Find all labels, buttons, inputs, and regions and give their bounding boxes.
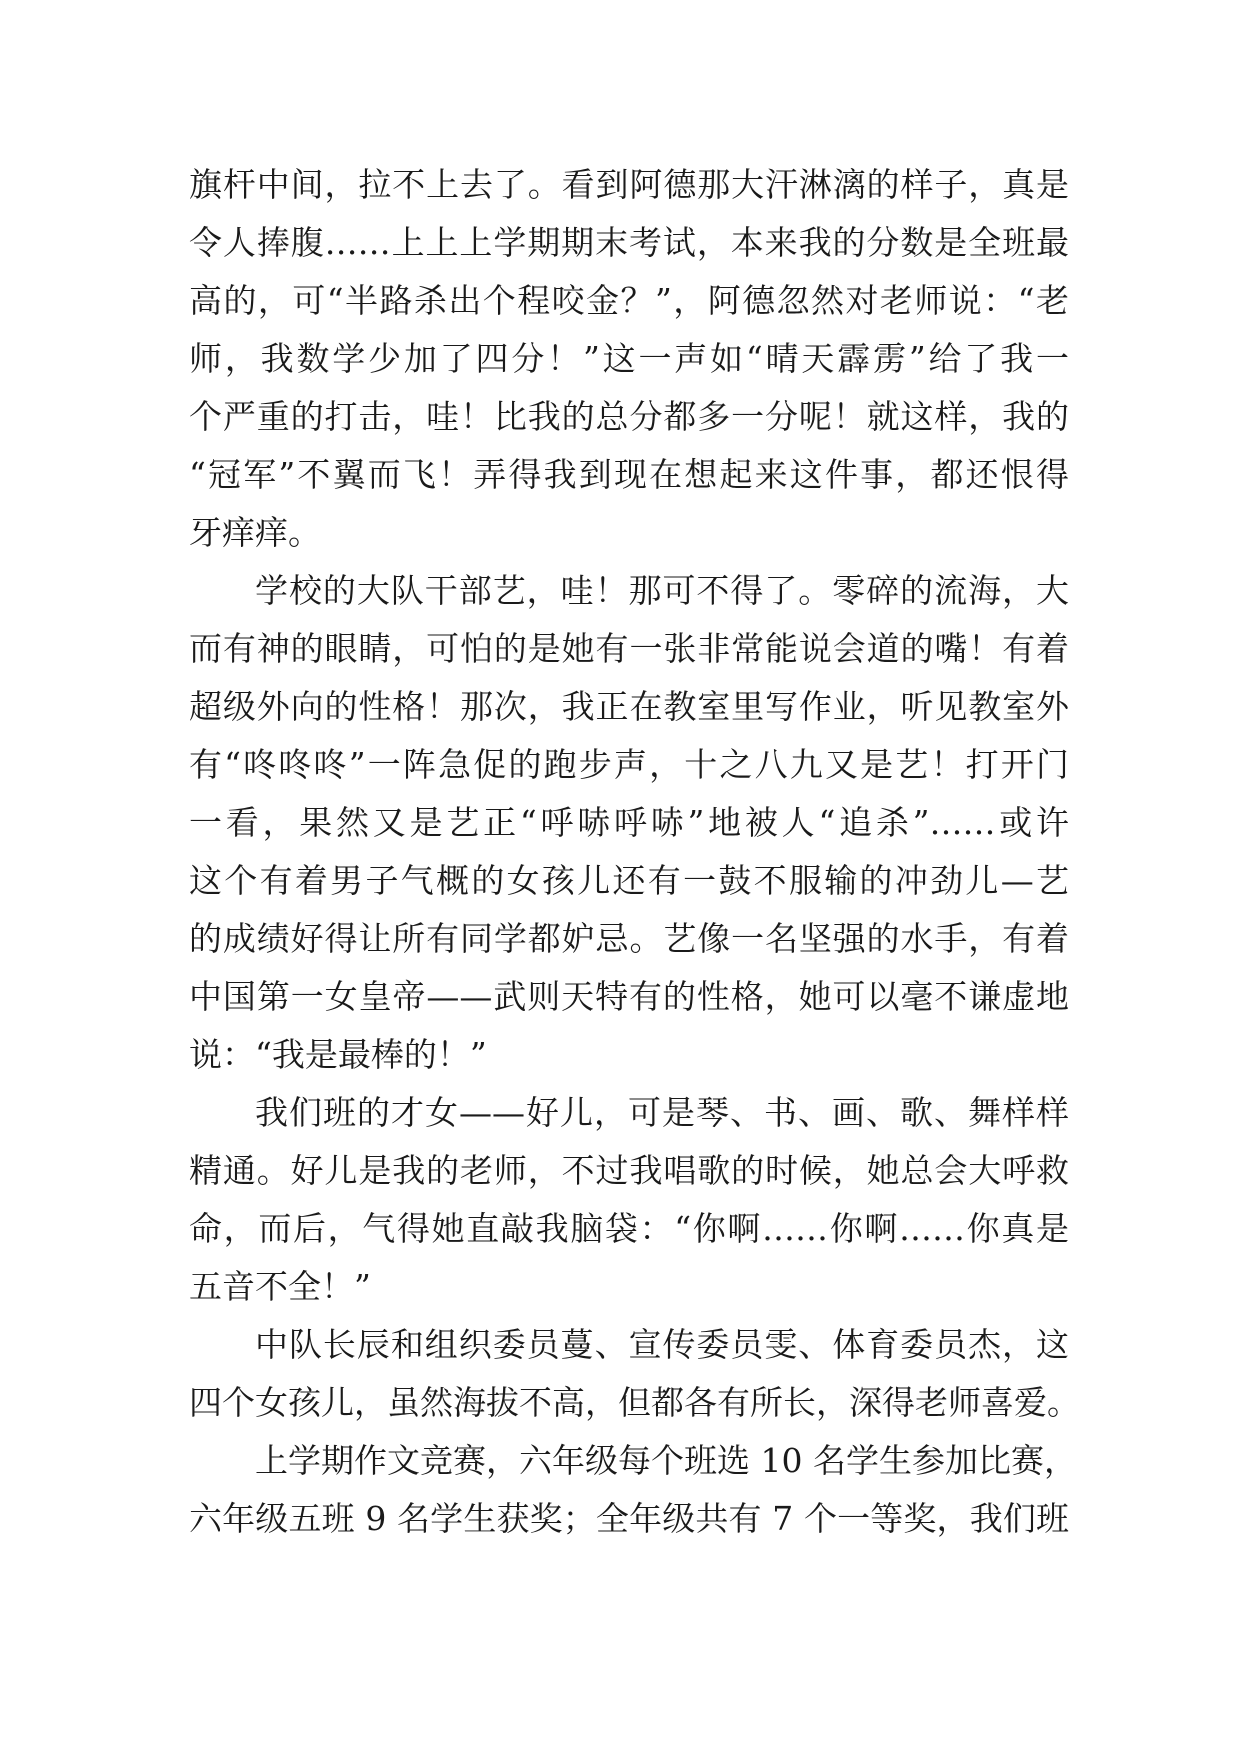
text-line: 个严重的打击，哇！比我的总分都多一分呢！就这样，我的 [189, 397, 1069, 436]
text-line: 而有神的眼睛，可怕的是她有一张非常能说会道的嘴！有着 [189, 629, 1069, 668]
text-line: 超级外向的性格！那次，我正在教室里写作业，听见教室外 [189, 687, 1069, 726]
text-line: 旗杆中间，拉不上去了。看到阿德那大汗淋漓的样子，真是 [189, 165, 1069, 204]
text-line: 这个有着男子气概的女孩儿还有一鼓不服输的冲劲儿—艺 [189, 861, 1069, 900]
text-line: 高的，可“半路杀出个程咬金？”，阿德忽然对老师说：“老 [189, 281, 1069, 320]
text-line: 一看，果然又是艺正“呼哧呼哧”地被人“追杀”……或许 [189, 803, 1069, 842]
text-line: “冠军”不翼而飞！弄得我到现在想起来这件事，都还恨得 [189, 455, 1069, 494]
text-line: 四个女孩儿，虽然海拔不高，但都各有所长，深得老师喜爱。 [189, 1383, 1080, 1422]
text-line: 学校的大队干部艺，哇！那可不得了。零碎的流海，大 [255, 571, 1069, 610]
text-line: 精通。好儿是我的老师，不过我唱歌的时候，她总会大呼救 [189, 1151, 1069, 1190]
text-line: 上学期作文竞赛，六年级每个班选 10 名学生参加比赛， [255, 1441, 1077, 1480]
text-line: 牙痒痒。 [189, 513, 321, 552]
text-line: 六年级五班 9 名学生获奖；全年级共有 7 个一等奖，我们班 [189, 1499, 1069, 1538]
text-line: 我们班的才女——好儿，可是琴、书、画、歌、舞样样 [255, 1093, 1069, 1132]
text-line: 说：“我是最棒的！” [189, 1035, 487, 1074]
body-text [189, 156, 1080, 1548]
text-line: 命，而后，气得她直敲我脑袋：“你啊……你啊……你真是 [189, 1209, 1069, 1248]
text-line: 中队长辰和组织委员蔓、宣传委员雯、体育委员杰，这 [255, 1325, 1069, 1364]
text-line: 的成绩好得让所有同学都妒忌。艺像一名坚强的水手，有着 [189, 919, 1069, 958]
text-line: 令人捧腹……上上上学期期末考试，本来我的分数是全班最 [189, 223, 1069, 262]
text-line: 有“咚咚咚”一阵急促的跑步声，十之八九又是艺！打开门 [189, 745, 1069, 784]
text-line: 中国第一女皇帝——武则天特有的性格，她可以毫不谦虚地 [189, 977, 1069, 1016]
text-line: 师，我数学少加了四分！”这一声如“晴天霹雳”给了我一 [189, 339, 1069, 378]
text-line: 五音不全！” [189, 1267, 371, 1306]
